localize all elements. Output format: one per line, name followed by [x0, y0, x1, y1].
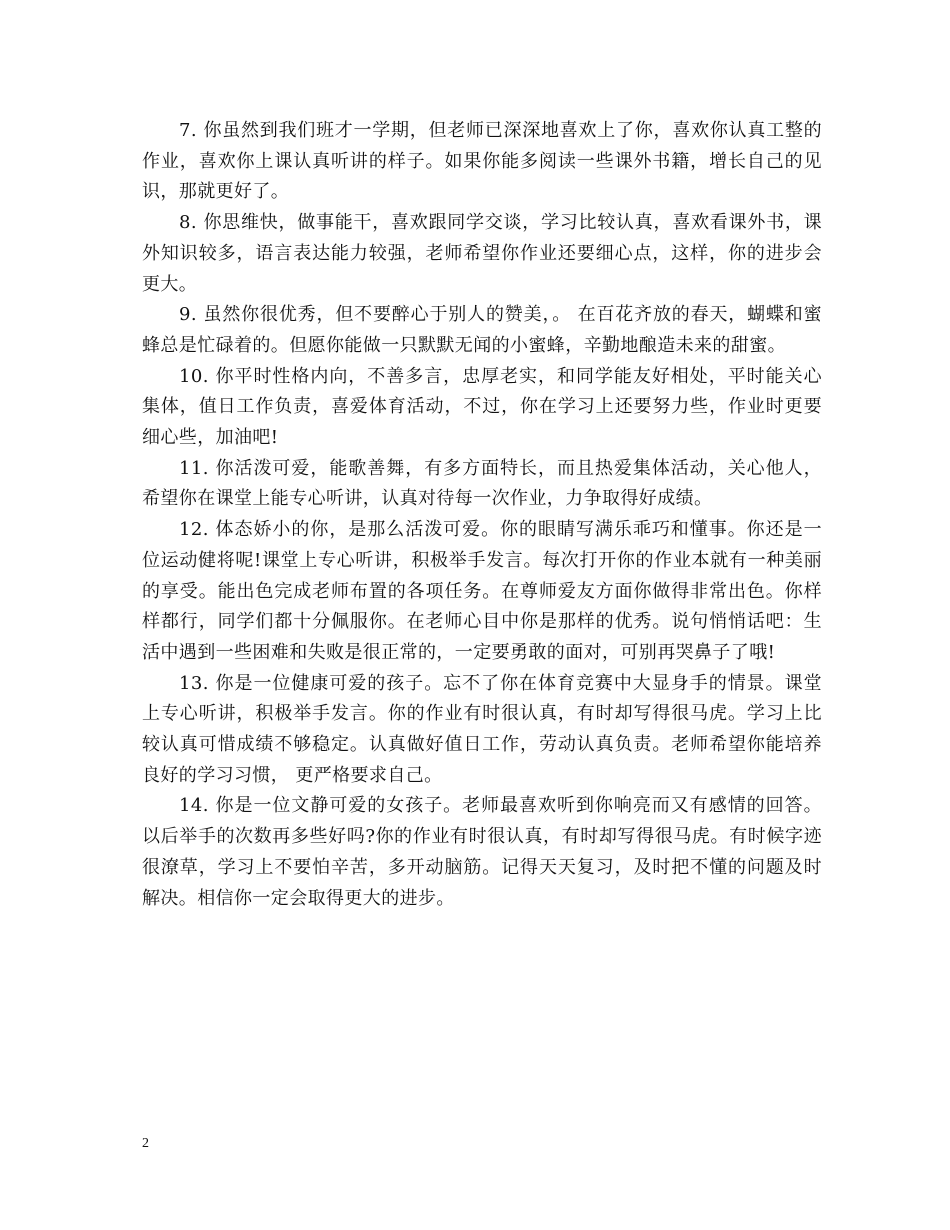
- comment-paragraph-7: 7. 你虽然到我们班才一学期，但老师已深深地喜欢上了你，喜欢你认真工整的作业，喜欢你上课认真听讲的样子。如果你能多阅读一些课外书籍，增长自己的见识，那就更好了。: [142, 120, 822, 203]
- comment-paragraph-12: 12. 体态娇小的你，是那么活泼可爱。你的眼睛写满乐乖巧和懂事。你还是一位运动健将呢!课堂上专心听讲，积极举手发言。每次打开你的作业本就有一种美丽的享受。能出色完成老师布置的各项任务。在尊师爱友方面你做得非常出色。你样样都行，同学们都十分佩服你。在老师心目中你是那样的优秀。说句悄悄话吧：生活中遇到一些困难和失败是很正常的，一定要勇敢的面对，可别再哭鼻子了哦!: [142, 519, 822, 663]
- comment-paragraph-13: 13. 你是一位健康可爱的孩子。忘不了你在体育竞赛中大显身手的情景。课堂上专心听讲，积极举手发言。你的作业有时很认真，有时却写得很马虎。学习上比较认真可惜成绩不够稳定。认真做好值日工作，劳动认真负责。老师希望你能培养良好的学习习惯， 更严格要求自己。: [142, 672, 822, 786]
- comment-paragraph-9: 9. 虽然你很优秀，但不要醉心于别人的赞美，。 在百花齐放的春天，蝴蝶和蜜蜂总是忙碌着的。但愿你能做一只默默无闻的小蜜蜂，辛勤地酿造未来的甜蜜。: [142, 304, 822, 356]
- document-body: [142, 116, 822, 914]
- comment-paragraph-8: 8. 你思维快，做事能干，喜欢跟同学交谈，学习比较认真，喜欢看课外书，课外知识较多，语言表达能力较强，老师希望你作业还要细心点，这样，你的进步会更大。: [142, 212, 822, 295]
- comment-paragraph-11: 11. 你活泼可爱，能歌善舞，有多方面特长，而且热爱集体活动，关心他人，希望你在课堂上能专心听讲，认真对待每一次作业，力争取得好成绩。: [142, 457, 822, 510]
- page-number: 2: [142, 1136, 149, 1151]
- comment-paragraph-14: 14. 你是一位文静可爱的女孩子。老师最喜欢听到你响亮而又有感情的回答。以后举手的次数再多些好吗?你的作业有时很认真，有时却写得很马虎。有时候字迹很潦草，学习上不要怕辛苦，多开动脑筋。记得天天复习，及时把不懂的问题及时解决。相信你一定会取得更大的进步。: [142, 795, 822, 909]
- comment-paragraph-10: 10. 你平时性格内向，不善多言，忠厚老实，和同学能友好相处，平时能关心集体，值日工作负责，喜爱体育活动，不过，你在学习上还要努力些，作业时更要细心些，加油吧!: [142, 365, 822, 449]
